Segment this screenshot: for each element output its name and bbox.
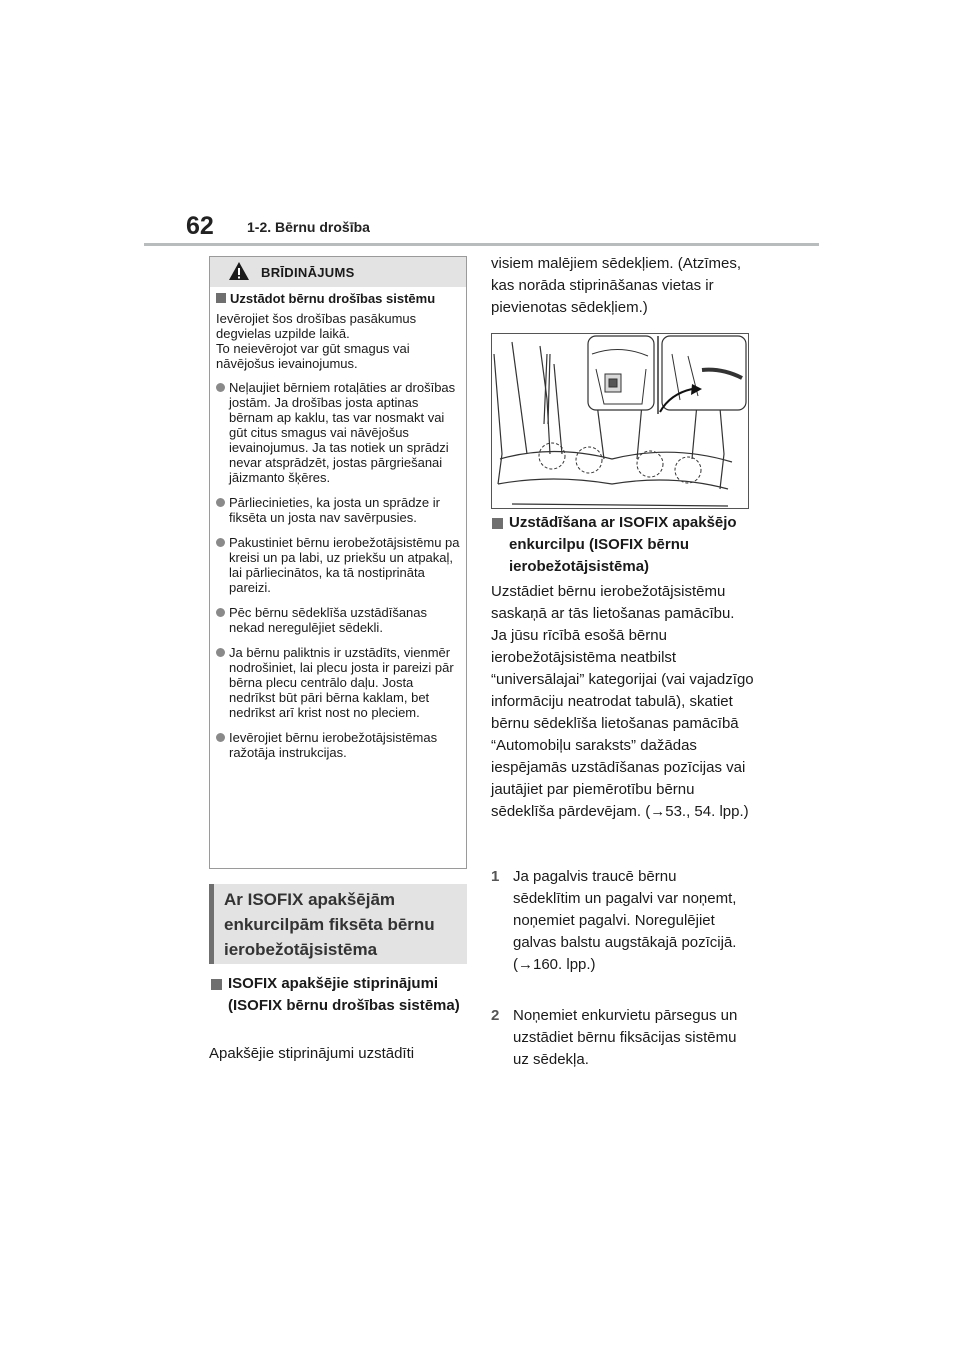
step-number: 1	[491, 868, 500, 885]
subheading-isofix-anchors	[228, 973, 468, 1017]
bullet-icon	[216, 608, 225, 617]
section-heading-title: Ar ISOFIX apakšējām enkurcilpām fiksēta bērnu ierobežotājsistēma	[224, 890, 435, 959]
warning-bullet	[216, 380, 462, 485]
subheading-text: ISOFIX apakšējie stiprinājumi (ISOFIX bērnu drošības sistēma)	[228, 975, 460, 1014]
warning-bullet	[216, 535, 462, 595]
bullet-icon	[216, 733, 225, 742]
warning-bullet	[216, 605, 462, 635]
warning-content	[216, 291, 462, 770]
bullet-icon	[216, 648, 225, 657]
body-paragraph: Apakšējie stiprinājumi uzstādīti	[209, 1045, 415, 1062]
section-heading-box	[209, 884, 467, 964]
warning-bullet	[216, 645, 462, 720]
step-item	[491, 866, 743, 976]
step-number: 2	[491, 1007, 500, 1024]
section-title: 1-2. Bērnu drošība	[247, 219, 370, 235]
body-paragraph: visiem malējiem sēdekļiem. (Atzīmes, kas norāda stiprināšanas vietas ir pievienotas sēdekļiem.)	[491, 255, 742, 316]
bullet-icon	[216, 383, 225, 392]
warning-bullet	[216, 730, 462, 760]
warning-header	[210, 257, 466, 287]
warning-intro: Ievērojiet šos drošības pasākumus degvielas uzpilde laikā. To neievērojot var gūt smagus vai nāvējošus ievainojumus.	[216, 311, 417, 371]
step-text: Noņemiet enkurvietu pārsegus un uzstādiet bērnu fiksācijas sistēmu uz sēdekļa.	[513, 1007, 738, 1068]
warning-bullet-text: Ja bērnu paliktnis ir uzstādīts, vienmēr nodrošiniet, lai plecu josta ir pareizi pār bērna plecu centrālo daļu. Josta nedrīkst būt pāri bērna kaklam, bet nedrīkst arī krist nost no pleciem.	[229, 645, 454, 720]
warning-bullet-text: Pārliecinieties, ka josta un sprādze ir fiksēta un josta nav savērpusies.	[229, 495, 440, 525]
warning-bullet-text: Pakustiniet bērnu ierobežotājsistēmu pa kreisi un pa labi, uz priekšu un atpakaļ, lai pārliecinātos, ka tā nostiprināta pareizi.	[229, 535, 460, 595]
step-text: Ja pagalvis traucē bērnu sēdeklītim un pagalvi var noņemt, noņemiet pagalvi. Noregulējiet galvas balstu augstākajā pozīcijā. (→160. lpp.)	[513, 868, 737, 973]
step-item	[491, 1005, 743, 1071]
warning-bullet	[216, 495, 462, 525]
page-number: 62	[186, 212, 214, 240]
square-bullet-icon	[211, 979, 222, 990]
bullet-icon	[216, 538, 225, 547]
warning-subheading: Uzstādot bērnu drošības sistēmu	[216, 291, 462, 306]
warning-bullet-text: Pēc bērnu sēdeklīša uzstādīšanas nekad neregulējiet sēdekli.	[229, 605, 428, 635]
subheading-text: Uzstādīšana ar ISOFIX apakšējo enkurcilpu (ISOFIX bērnu ierobežotājsistēma)	[509, 514, 737, 575]
bullet-icon	[216, 498, 225, 507]
isofix-anchor-illustration	[491, 333, 749, 509]
header-divider	[144, 243, 819, 246]
seat-anchor-drawing	[492, 334, 748, 508]
body-paragraph: Uzstādiet bērnu ierobežotājsistēmu saskaņā ar tās lietošanas pamācību. Ja jūsu rīcībā esošā bērnu ierobežotājsistēma neatbilst “universālajai” kategorijai (vai vajadzīgo informāciju neatrodat tabulā), skatiet bērnu sēdeklīša lietošanas pamācībā “Automobiļu saraksts” dažādas iespējamās uzstādīšanas pozīcijas vai jautājiet par piemērotību bērnu sēdeklīša pārdevējam. (→53., 54. lpp.)	[491, 583, 754, 820]
warning-bullet-text: Neļaujiet bērniem rotaļāties ar drošības jostām. Ja drošības josta aptinas bērnam ap kaklu, tas var nosmakt vai gūt citus smagus vai nāvējošus ievainojumus. Ja tas notiek un sprādzi nevar atsprādzēt, jostas pārgriešanai jāizmanto šķēres.	[229, 380, 456, 485]
warning-title: BRĪDINĀJUMS	[261, 265, 355, 280]
square-bullet-icon	[492, 518, 503, 529]
subheading-isofix-install	[509, 512, 749, 578]
warning-box	[209, 256, 467, 869]
warning-bullet-text: Ievērojiet bērnu ierobežotājsistēmas ražotāja instrukcijas.	[229, 730, 438, 760]
warning-triangle-icon	[228, 261, 250, 281]
